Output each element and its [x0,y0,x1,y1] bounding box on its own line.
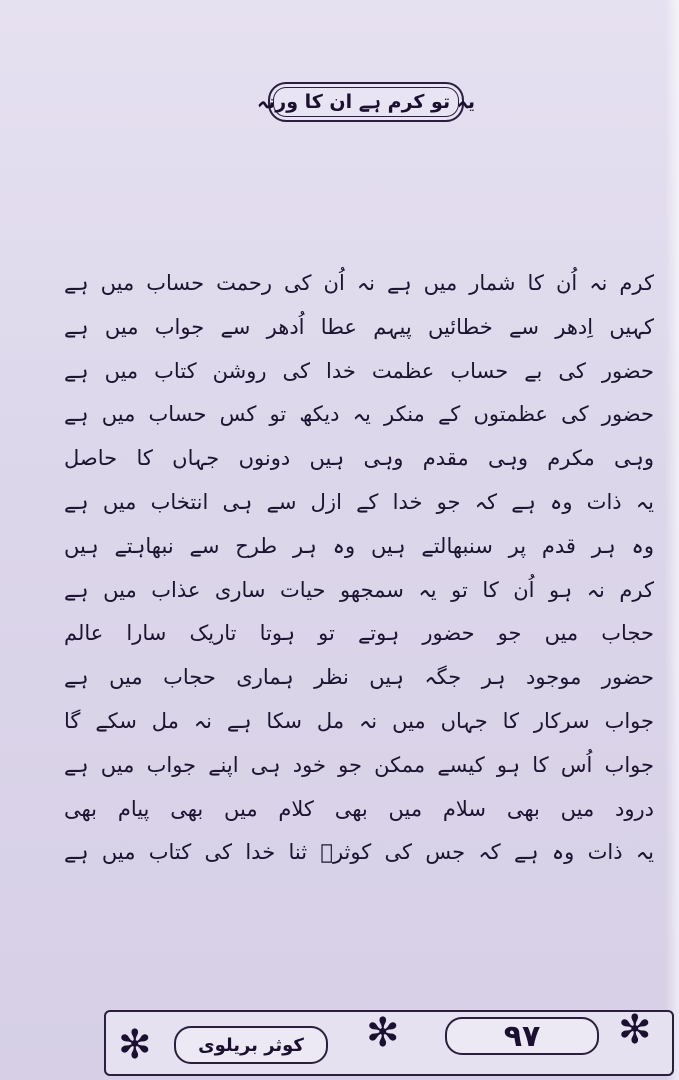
poem-line: درود میں بھی سلام میں بھی کلام میں بھی پیام بھی [64,796,654,821]
poem-line: حضور موجود ہر جگہ ہیں نظر ہماری حجاب میں ہے [64,665,654,690]
poem-line: وہ ہر قدم پر سنبھالتے ہیں وہ ہر طرح سے نبھاہتے ہیں [64,533,654,558]
poem-title: یہ تو کرم ہے ان کا ورنہ [257,91,475,113]
ornament-icon: ✻ [118,1022,152,1068]
poem-line: جواب اُس کا ہو کیسے ممکن جو خود ہی اپنے جواب میں ہے [64,752,654,777]
poem-line: کرم نہ اُن کا شمار میں ہے نہ اُن کی رحمت حساب میں ہے [64,271,654,295]
poem-line: یہ ذات وہ ہے کہ جو خدا کے ازل سے ہی انتخاب میں ہے [64,489,654,514]
poem-line: حضور کی عظمتوں کے منکر یہ دیکھ تو کس حساب میں ہے [64,402,654,427]
author-badge [174,1026,328,1064]
poem-line: وہی مکرم وہی مقدم وہی ہیں دونوں جہاں کا حاصل [64,446,654,471]
poem-line: کہیں اِدھر سے خطائیں پیہم عطا اُدھر سے جواب میں ہے [64,314,654,339]
ornament-icon: ✻ [618,1007,652,1053]
ornament-icon: ✻ [366,1010,400,1056]
poem-body [64,262,654,875]
poem-line: جواب سرکار کا جہاں میں نہ مل سکا ہے نہ مل سکے گا [64,708,654,733]
poem-line: یہ ذات وہ ہے کہ جس کی کوثرؔ ثنا خدا کی کتاب میں ہے [64,840,654,865]
poem-line: حجاب میں جو حضور ہوتے تو ہوتا تاریک سارا عالم [64,621,654,646]
page-edge [665,0,679,1080]
title-banner [257,82,475,122]
page-number: ۹۷ [503,1018,541,1054]
page-number-badge [445,1017,599,1055]
poem-line: کرم نہ ہو اُن کا تو یہ سمجھو حیات ساری عذاب میں ہے [64,577,654,602]
poem-line: حضور کی بے حساب عظمت خدا کی روشن کتاب میں ہے [64,358,654,383]
author-name: کوثر بریلوی [198,1034,304,1056]
